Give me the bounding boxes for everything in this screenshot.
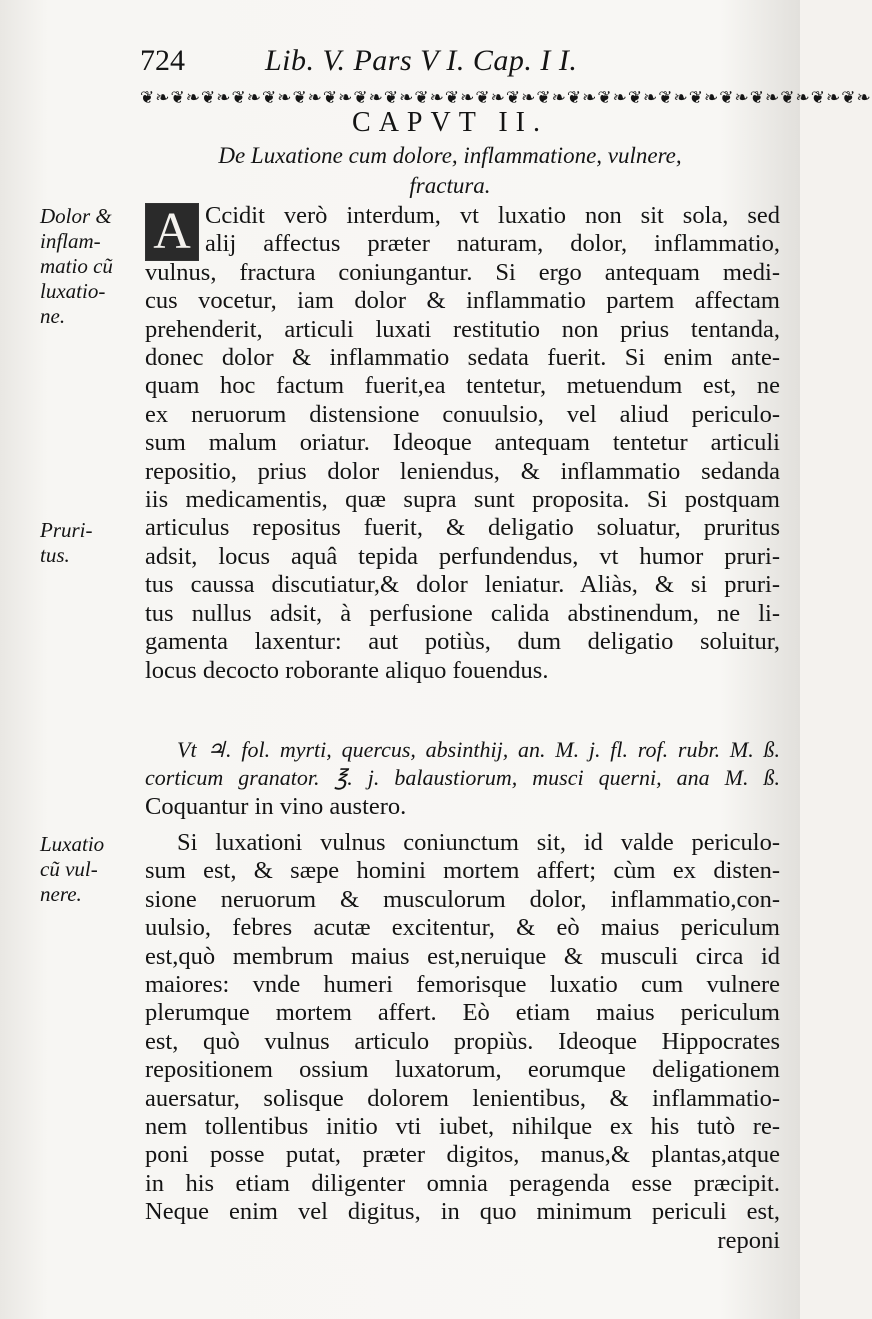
catchword: reponi — [717, 1226, 780, 1254]
text-line: quam hoc factum fuerit,ea tentetur, metuendum est, ne — [145, 372, 780, 400]
margin-note-line: inflam- — [40, 229, 101, 253]
margin-note-line: nere. — [40, 882, 82, 906]
text-line: repositio, prius dolor leniendus, & inflammatio sedanda — [145, 457, 780, 485]
text-line: Ccidit verò interdum, vt luxatio non sit sola, sed — [205, 202, 780, 229]
text-line: sum est, & sæpe homini mortem affert; cùm ex disten- — [145, 857, 780, 885]
margin-note-luxatio — [40, 832, 140, 907]
text-line: nem tollentibus initio vti iubet, nihilque ex his tutò re- — [145, 1113, 780, 1141]
text-line: tus nullus adsit, à perfusione calida abstinendum, ne li- — [145, 599, 780, 627]
recipe-line: Vt ♃. fol. myrti, quercus, absinthij, an. M. j. fl. rof. rubr. M. ß. — [177, 737, 780, 762]
text-line: auersatur, solisque dolorem lenientibus, & inflammatio- — [145, 1084, 780, 1112]
text-line: iis medicamentis, quæ supra sunt proposita. Si postquam — [145, 486, 780, 514]
chapter-title: CAPVT II. — [352, 107, 548, 138]
text-line: sum malum oriatur. Ideoque antequam tentetur articuli — [145, 429, 780, 457]
margin-note-line: Luxatio — [40, 832, 105, 856]
text-line: plerumque mortem affert. Eò etiam maius periculum — [145, 999, 780, 1027]
recipe-line: Coquantur in vino austero. — [145, 792, 407, 820]
margin-note-line: ne. — [40, 304, 66, 328]
subtitle-line: fractura. — [409, 173, 491, 198]
margin-note-line: tus. — [40, 543, 70, 567]
paragraph-2 — [145, 829, 780, 1255]
margin-note-line: luxatio- — [40, 279, 106, 303]
text-line: est, quò vulnus articulo propiùs. Ideoque Hippocrates — [145, 1027, 780, 1055]
margin-note-pruritus — [40, 518, 140, 568]
text-line: uulsio, febres acutæ excitentur, & eò maius periculum — [145, 914, 780, 942]
text-line: maiores: vnde humeri femorisque luxatio cum vulnere — [145, 971, 780, 999]
recipe-line: corticum granator. ℥. j. balaustiorum, musci querni, ana M. ß. — [145, 765, 780, 791]
text-line: articulus repositus fuerit, & deligatio soluatur, pruritus — [145, 514, 780, 542]
paragraph-1 — [145, 202, 780, 685]
text-line: prehenderit, articuli luxati restitutio non prius tentanda, — [145, 315, 780, 343]
text-line: tus caussa discutiatur,& dolor leniatur. Aliàs, & si pruri- — [145, 571, 780, 599]
text-line: repositionem ossium luxatorum, eorumque deligationem — [145, 1056, 780, 1084]
page-number: 724 — [140, 44, 185, 77]
chapter-subtitle — [145, 141, 755, 201]
text-line: locus decocto roborante aliquo fouendus. — [145, 656, 549, 684]
margin-note-line: Pruri- — [40, 518, 93, 542]
margin-note-dolor — [40, 204, 140, 329]
margin-note-line: matio cũ — [40, 254, 113, 278]
text-line: gamenta laxentur: aut potiùs, dum deligatio soluitur, — [145, 628, 780, 656]
margin-note-line: cũ vul- — [40, 857, 98, 881]
text-line: cus vocetur, iam dolor & inflammatio partem affectam — [145, 287, 780, 315]
text-line: ex neruorum distensione conuulsio, vel aliud periculo- — [145, 400, 780, 428]
drop-cap: A — [145, 203, 199, 261]
text-line: in his etiam diligenter omnia peragenda esse præcipit. — [145, 1169, 780, 1197]
text-line: donec dolor & inflammatio sedata fuerit. Si enim ante- — [145, 344, 780, 372]
subtitle-line: De Luxatione cum dolore, inflammatione, vulnere, — [218, 143, 682, 168]
text-line: Si luxationi vulnus coniunctum sit, id valde periculo- — [177, 829, 780, 856]
text-line: sione neruorum & musculorum dolor, inflammatio,con- — [145, 885, 780, 913]
text-line: poni posse putat, præter digitos, manus,& plantas,atque — [145, 1141, 780, 1169]
text-line: adsit, locus aquâ tepida perfundendus, vt humor pruri- — [145, 542, 780, 570]
text-line: vulnus, fractura coniungantur. Si ergo antequam medi- — [145, 258, 780, 286]
text-line: est,quò membrum maius est,neruique & musculi circa id — [145, 942, 780, 970]
margin-note-line: Dolor & — [40, 204, 112, 228]
recipe — [145, 736, 780, 821]
text-line: Neque enim vel digitus, in quo minimum periculi est, — [145, 1198, 780, 1226]
text-line: alij affectus præter naturam, dolor, inflammatio, — [205, 230, 780, 258]
ornamental-band: ❦❧❦❧❦❧❦❧❦❧❦❧❦❧❦❧❦❧❦❧❦❧❦❧❦❧❦❧❦❧❦❧❦❧❦❧❦❧❦❧❦❧❦❧❦❧❦❧ — [140, 88, 872, 108]
running-header — [140, 40, 780, 82]
running-title: Lib. V. Pars V I. Cap. I I. — [265, 44, 578, 77]
